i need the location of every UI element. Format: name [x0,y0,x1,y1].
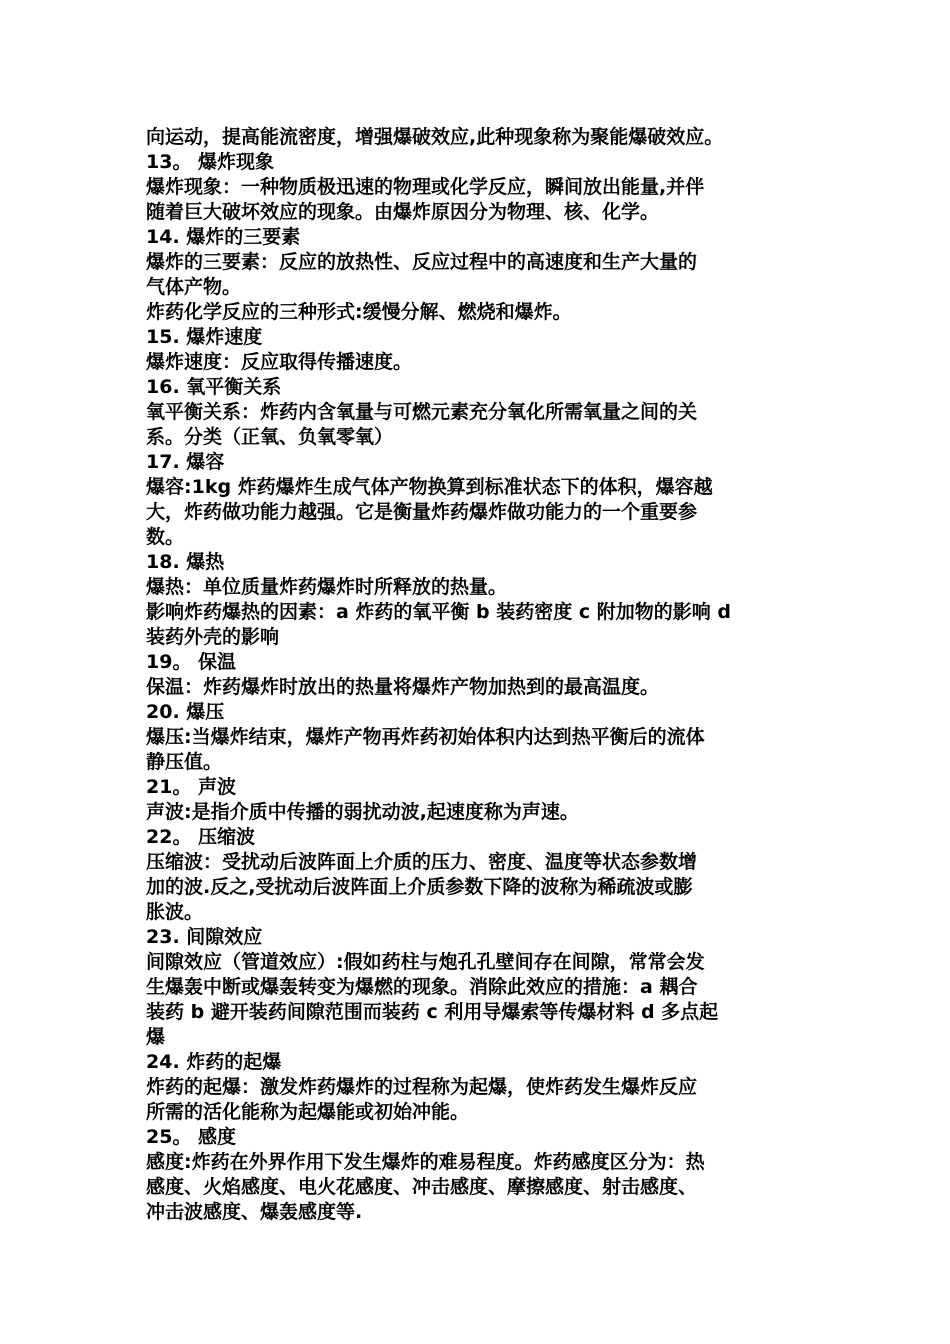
section-heading: 21。 声波 [146,776,237,798]
section-heading: 25。 感度 [146,1126,237,1148]
section-heading: 19。 保温 [146,651,237,673]
section-heading: 20. 爆压 [146,701,225,723]
text-line: 加的波.反之,受扰动后波阵面上介质参数下降的波称为稀疏波或膨 [146,876,693,898]
text-line: 爆 [146,1026,166,1048]
section-heading: 23. 间隙效应 [146,926,263,948]
text-line: 随着巨大破坏效应的现象。由爆炸原因分为物理、核、化学。 [146,201,660,223]
text-line: 感度:炸药在外界作用下发生爆炸的难易程度。炸药感度区分为：热 [146,1151,705,1173]
text-line: 保温：炸药爆炸时放出的热量将爆炸产物加热到的最高温度。 [146,676,660,698]
text-line: 炸药的起爆：激发炸药爆炸的过程称为起爆，使炸药发生爆炸反应 [146,1076,698,1098]
text-line: 感度、火焰感度、电火花感度、冲击感度、摩擦感度、射击感度、 [146,1176,698,1198]
text-line: 气体产物。 [146,276,242,298]
section-heading: 16. 氧平衡关系 [146,376,282,398]
text-line: 爆炸的三要素：反应的放热性、反应过程中的高速度和生产大量的 [146,251,698,273]
text-line: 爆容:1kg 炸药爆炸生成气体产物换算到标准状态下的体积，爆容越 [146,476,713,498]
text-line: 数。 [146,526,185,548]
text-line: 压缩波：受扰动后波阵面上介质的压力、密度、温度等状态参数增 [146,851,698,873]
text-line: 静压值。 [146,751,223,773]
section-heading: 13。 爆炸现象 [146,151,275,173]
section-heading: 14. 爆炸的三要素 [146,226,301,248]
section-heading: 18. 爆热 [146,551,225,573]
text-line: 爆炸现象：一种物质极迅速的物理或化学反应，瞬间放出能量,并伴 [146,176,705,198]
text-line: 系。分类（正氧、负氧零氧） [146,426,394,448]
text-line: 间隙效应（管道效应）:假如药柱与炮孔孔壁间存在间隙，常常会发 [146,951,705,973]
text-line: 装药 b 避开装药间隙范围而装药 c 利用导爆索等传爆材料 d 多点起 [146,1001,719,1023]
text-line: 氧平衡关系：炸药内含氧量与可燃元素充分氧化所需氧量之间的关 [146,401,698,423]
section-heading: 15. 爆炸速度 [146,326,263,348]
text-line: 生爆轰中断或爆轰转变为爆燃的现象。消除此效应的措施：a 耦合 [146,976,698,998]
text-line: 炸药化学反应的三种形式:缓慢分解、燃烧和爆炸。 [146,301,572,323]
text-line: 装药外壳的影响 [146,626,280,648]
text-line: 爆压:当爆炸结束，爆炸产物再炸药初始体积内达到热平衡后的流体 [146,726,705,748]
text-line: 爆炸速度：反应取得传播速度。 [146,351,413,373]
document-body [146,125,816,1225]
section-heading: 17. 爆容 [146,451,225,473]
text-line: 所需的活化能称为起爆能或初始冲能。 [146,1101,470,1123]
text-line: 爆热：单位质量炸药爆炸时所释放的热量。 [146,576,508,598]
text-line: 冲击波感度、爆轰感度等. [146,1201,363,1223]
text-line: 声波:是指介质中传播的弱扰动波,起速度称为声速。 [146,801,579,823]
section-heading: 24. 炸药的起爆 [146,1051,282,1073]
text-line: 胀波。 [146,901,204,923]
text-line: 向运动，提高能流密度，增强爆破效应,此种现象称为聚能爆破效应。 [146,126,724,148]
text-line: 影响炸药爆热的因素：a 炸药的氧平衡 b 装药密度 c 附加物的影响 d [146,601,731,623]
text-line: 大，炸药做功能力越强。它是衡量炸药爆炸做功能力的一个重要参 [146,501,698,523]
section-heading: 22。 压缩波 [146,826,256,848]
